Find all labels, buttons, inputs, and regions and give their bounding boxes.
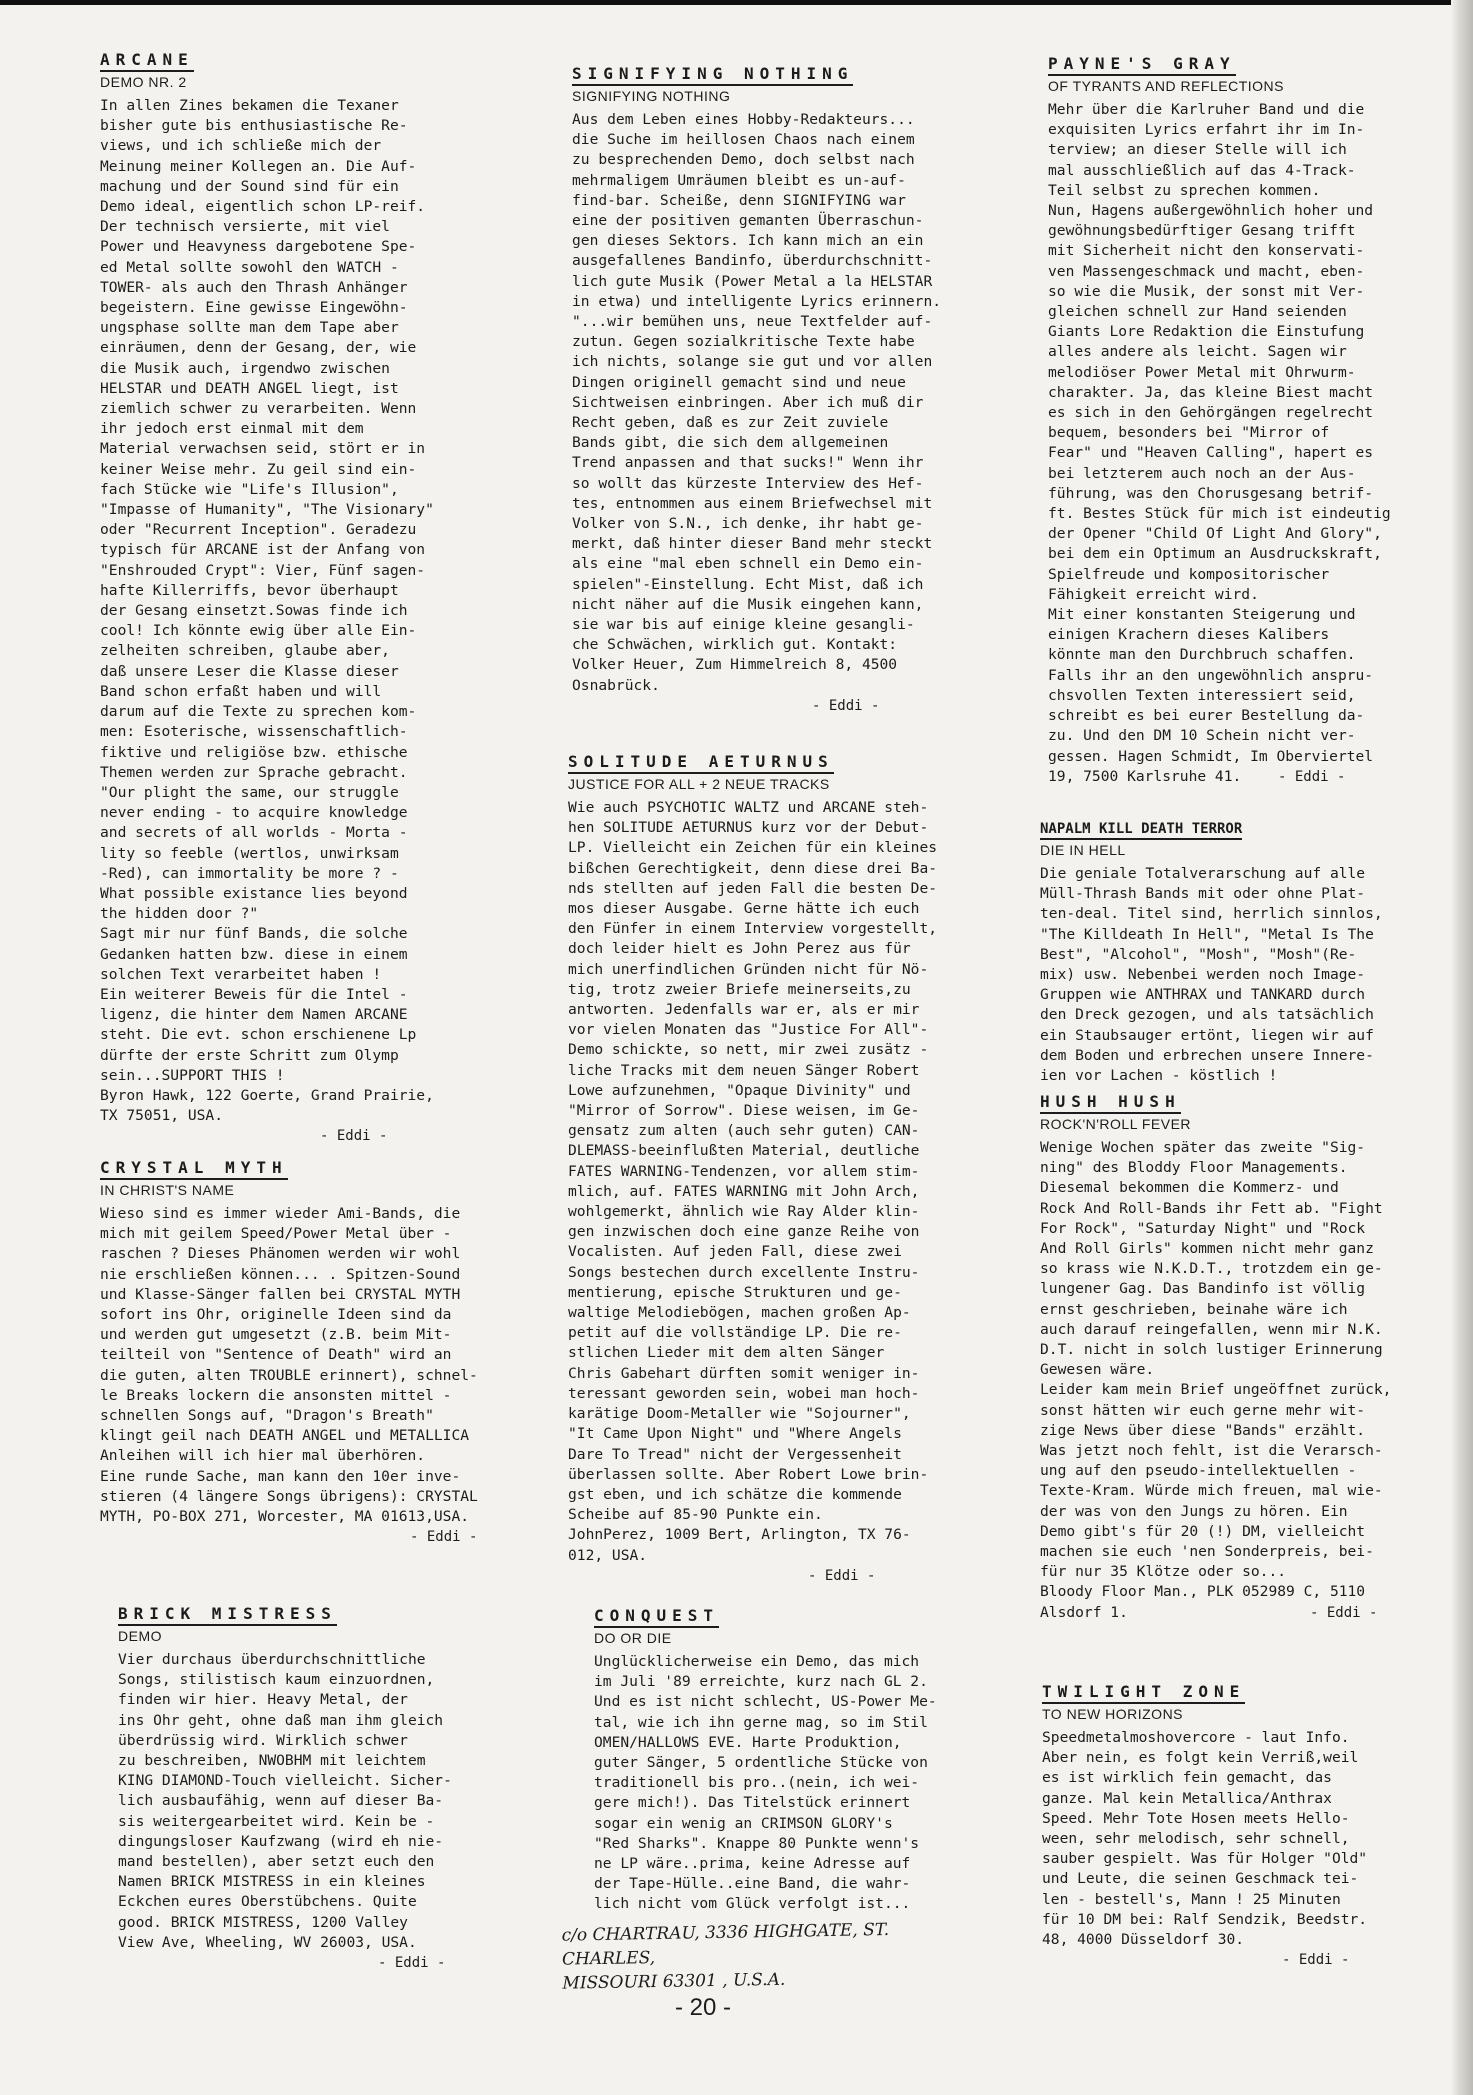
article-title: SIGNIFYING NOTHING — [572, 64, 853, 86]
article-title: NAPALM KILL DEATH TERROR — [1040, 821, 1242, 840]
article-body: Aus dem Leben eines Hobby-Redakteurs... die Suche im heillosen Chaos nach einem zu besprechenden Demo, doch selbst nach mehrmaligem Umräumen bleibt es un-auf- find-bar. Scheiße, denn SIGNIFYING war eine der positiven gemanten Überraschun- gen dieses Sektors. Ich kann mich an ein ausgefallenes Bandinfo, überdurchschnitt- lich gute Musik (Power Metal a la HELSTAR in etwa) und intelligente Lyrics erinnern. "...wir bemühen uns, neue Textfelder auf- zutun. Gegen sozialkritische Texte habe ich nichts, solange sie gut und vor allen Dingen originell gemacht sind und neue Sichtweisen einbringen. Aber ich muß dir Recht geben, daß es zur Zeit zuviele Bands gibt, die sich dem allgemeinen Trend anpassen and that sucks!" Wenn ihr so wollt das kürzeste Interview des Hef- tes, entnommen aus einem Briefwechsel mit Volker von S.N., ich denke, ihr habt ge- merkt, daß hinter dieser Band mehr steckt als eine "mal eben schnell ein Demo ein- spielen"-Einstellung. Echt Mist, daß ich nicht näher auf die Musik eingehen kann, sie war bis auf einige kleine gesangli- che Schwächen, wirklich gut. Kontakt: Volker Heuer, Zum Himmelreich 8, 4500 Osnabrück. — [572, 111, 942, 694]
article-title: PAYNE'S GRAY — [1048, 54, 1236, 76]
article-subtitle: DIE IN HELL — [1040, 842, 1126, 858]
article-title: SOLITUDE AETURNUS — [568, 752, 834, 774]
top-rule — [0, 0, 1473, 5]
article-hush-hush — [1040, 1092, 1420, 1623]
article-signature: - Eddi - — [812, 697, 880, 714]
article-title: BRICK MISTRESS — [118, 1604, 337, 1626]
article-signature: - Eddi - — [378, 1955, 446, 1972]
article-subtitle: JUSTICE FOR ALL + 2 NEUE TRACKS — [568, 776, 830, 792]
article-body: Wie auch PSYCHOTIC WALTZ und ARCANE steh- hen SOLITUDE AETURNUS kurz vor der Debut- LP. Vielleicht ein Zeichen für ein kleines bißchen Gerechtigkeit, denn diese drei Ba- nds stellten auf jeden Fall die besten De- mos dieser Ausgabe. Gerne hätte ich euch den Fünfer in einem Interview vorgestellt, doch leider hielt es John Perez aus für mich unerfindlichen Gründen nicht für Nö- tig, trotz zweier Briefe meinerseits,zu antworten. Jedenfalls war er, als er mir vor vielen Monaten das "Justice For All"- Demo schickte, so nett, mir zwei zusätz - liche Tracks mit dem neuen Sänger Robert Lowe aufzunehmen, "Opaque Divinity" und "Mirror of Sorrow". Diese weisen, im Ge- gensatz zum alten (auch sehr guten) CAN- DLEMASS-beeinflußten Material, deutliche FATES WARNING-Tendenzen, vor allem stim- mlich, auf. FATES WARNING mit John Arch, wohlgemerkt, ähnlich wie Ray Alder klin- gen inzwischen doch eine ganze Reihe von Vocalisten. Auf jeden Fall, diese zwei Songs bestechen durch excellente Instru- mentierung, epische Strukturen und ge- waltige Melodiebögen, machen großen Ap- petit auf die vollständige LP. Die re- stlichen Lieder mit dem alten Sänger Chris Gabehart dürften somit weniger in- teressant geworden sein, wobei man hoch- karätige Doom-Metaller wie "Sojourner", "It Came Upon Night" und "Where Angels Dare To Tread" nicht der Vergessenheit überlassen sollte. Aber Robert Lowe brin- gst eben, und ich schätze die kommende Scheibe auf 85-90 Punkte ein. JohnPerez, 1009 Bert, Arlington, TX 76- 012, USA. — [568, 799, 938, 1564]
article-signature: - Eddi - — [808, 1567, 876, 1584]
article-title: HUSH HUSH — [1040, 1092, 1181, 1114]
article-signature: - Eddi - — [410, 1529, 478, 1546]
article-title: CONQUEST — [594, 1606, 719, 1628]
article-signifying-nothing — [572, 64, 972, 716]
article-paynes-gray — [1048, 54, 1428, 787]
article-signature: - Eddi - — [1278, 768, 1346, 785]
article-body: In allen Zines bekamen die Texaner bisher gute bis enthusiastische Re- views, und ich schließe mich der Meinung meiner Kollegen an. Die Auf- machung und der Sound sind für ein Demo ideal, eigentlich schon LP-reif. Der technisch versierte, mit viel Power und Heavyness dargebotene Spe- ed Metal sollte sowohl den WATCH - TOWER- als auch den Thrash Anhänger begeistern. Eine gewisse Eingewöhn- ungsphase sollte man dem Tape aber einräumen, denn der Gesang, der, wie die Musik auch, irgendwo zwischen HELSTAR und DEATH ANGEL liegt, ist ziemlich schwer zu verarbeiten. Wenn ihr jedoch erst einmal mit dem Material verwachsen seid, stört er in keiner Weise mehr. Zu geil sind ein- fach Stücke wie "Life's Illusion", "Impasse of Humanity", "The Visionary" oder "Recurrent Inception". Geradezu typisch für ARCANE ist der Anfang von "Enshrouded Crypt": Vier, Fünf sagen- hafte Killerriffs, bevor überhaupt der Gesang einsetzt.Sowas finde ich cool! Ich könnte ewig über alle Ein- zelheiten schreiben, glaube aber, daß unsere Leser die Klasse dieser Band schon erfaßt haben und will darum auf die Texte zu sprechen kom- men: Esoterische, wissenschaftlich- fiktive und religiöse bzw. ethische Themen werden zur Sprache gebracht. "Our plight the same, our struggle never ending - to acquire knowledge and secrets of all worlds - Morta - lity so feeble (wertlos, unwirksam -Red), can immortality be more ? - What possible existance lies beyond the hidden door ?" Sagt mir nur fünf Bands, die solche Gedanken hatten bzw. diese in einem solchen Text verarbeitet haben ! Ein weiterer Beweis für die Intel - ligenz, die hinter dem Namen ARCANE steht. Die evt. schon erschienene Lp dürfte der erste Schritt zum Olymp sein...SUPPORT THIS ! Byron Hawk, 122 Goerte, Grand Prairie, TX 75051, USA. — [100, 97, 434, 1125]
article-napalm-kill-death-terror — [1040, 818, 1420, 1086]
article-subtitle: TO NEW HORIZONS — [1042, 1706, 1184, 1722]
article-body: Die geniale Totalverarschung auf alle Müll-Thrash Bands mit oder ohne Plat- ten-deal. Titel sind, herrlich sinnlos, "The Killdeath In Hell", "Metal Is The Best", "Alcohol", "Mosh", "Mosh"(Re- mix) usw. Nebenbei werden noch Image- Gruppen wie ANTHRAX und TANKARD durch den Dreck gezogen, und als tatsächlich ein Staubsauger ertönt, liegen wir auf dem Boden und erbrechen unsere Innere- ien vor Lachen - köstlich ! — [1040, 865, 1383, 1085]
article-twilight-zone — [1042, 1682, 1422, 1970]
handwritten-address: c/o CHARTRAU, 3336 HIGHGATE, ST. CHARLES, MISSOURI 63301 , U.S.A. — [561, 1919, 890, 1994]
article-subtitle: OF TYRANTS AND REFLECTIONS — [1048, 78, 1284, 94]
article-subtitle: SIGNIFYING NOTHING — [572, 88, 731, 104]
article-solitude-aeturnus — [568, 752, 968, 1586]
article-arcane — [100, 50, 500, 1146]
article-subtitle: DEMO — [118, 1628, 162, 1644]
article-signature: - Eddi - — [1310, 1604, 1378, 1621]
article-signature: - Eddi - — [1282, 1952, 1350, 1969]
article-subtitle: IN CHRIST'S NAME — [100, 1182, 235, 1198]
article-body: Wieso sind es immer wieder Ami-Bands, die mich mit geilem Speed/Power Metal über - raschen ? Dieses Phänomen werden wir wohl nie erschließen können... . Spitzen-Sound und Klasse-Sänger fallen bei CRYSTAL MYTH sofort ins Ohr, originelle Ideen sind da und werden gut umgesetzt (z.B. beim Mit- teilteil von "Sentence of Death" wird an die guten, alten TROUBLE erinnert), schnel- le Breaks lockern die ansonsten mittel - schnellen Songs auf, "Dragon's Breath" klingt geil nach DEATH ANGEL und METALLICA Anleihen will ich hier mal überhören. Eine runde Sache, man kann den 10er inve- stieren (4 längere Songs übrigens): CRYSTAL MYTH, PO-BOX 271, Worcester, MA 01613,USA. — [100, 1205, 478, 1526]
article-subtitle: DEMO NR. 2 — [100, 74, 187, 90]
article-body: Mehr über die Karlruher Band und die exquisiten Lyrics erfahrt ihr im In- terview; an dieser Stelle will ich mal ausschließlich auf das 4-Track- Teil selbst zu sprechen kommen. Nun, Hagens außergewöhnlich hoher und gewöhnungsbedürftiger Gesang trifft mit Sicherheit nicht den konservati- ven Massengeschmack und macht, eben- so wie die Musik, der sonst mit Ver- gleichen schnell zur Hand seienden Giants Lore Redaktion die Einstufung alles andere als leicht. Sagen wir melodiöser Power Metal mit Ohrwurm- charakter. Ja, das kleine Biest macht es sich in den Gehörgängen regelrecht bequem, besonders bei "Mirror of Fear" und "Heaven Calling", hapert es bei letzterem auch noch an der Aus- führung, was den Chorusgesang betrif- ft. Bestes Stück für mich ist eindeutig der Opener "Child Of Light And Glory", bei dem ein Optimum an Ausdruckskraft, Spielfreude und kompositorischer Fähigkeit erreicht wird. Mit einer konstanten Steigerung und einigen Krachern dieses Kalibers könnte man den Durchbruch schaffen. Falls ihr an den ungewöhnlich anspru- chsvollen Texten interessiert seid, schreibt es bei eurer Bestellung da- zu. Und den DM 10 Schein nicht ver- gessen. Hagen Schmidt, Im Oberviertel 19, 7500 Karlsruhe 41. — [1048, 101, 1391, 785]
page-edge-shadow — [1451, 0, 1473, 2095]
article-signature: - Eddi - — [320, 1128, 388, 1145]
article-body: Unglücklicherweise ein Demo, das mich im Juli '89 erreichte, kurz nach GL 2. Und es ist nicht schlecht, US-Power Me- tal, wie ich ihn gerne mag, so im Stil OMEN/HALLOWS EVE. Harte Produktion, guter Sänger, 5 ordentliche Stücke von traditionell bis pro..(nein, ich wei- gere mich!). Das Titelstück erinnert sogar ein wenig an CRIMSON GLORY's "Red Sharks". Knappe 80 Punkte wenn's ne LP wäre..prima, keine Adresse auf der Tape-Hülle..eine Band, die wahr- lich nicht vom Glück verfolgt ist... — [594, 1653, 937, 1913]
article-subtitle: DO OR DIE — [594, 1630, 672, 1646]
article-body: Vier durchaus überdurchschnittliche Songs, stilistisch kaum einzuordnen, finden wir hier. Heavy Metal, der ins Ohr geht, ohne daß man ihm gleich überdrüssig wird. Wirklich schwer zu beschreiben, NWOBHM mit leichtem KING DIAMOND-Touch vielleicht. Sicher- lich ausbaufähig, wenn auf dieser Ba- sis weitergearbeitet wird. Kein be - dingungsloser Kaufzwang (wird eh nie- mand bestellen), aber setzt euch den Namen BRICK MISTRESS in ein kleines Eckchen eures Oberstübchens. Quite good. BRICK MISTRESS, 1200 Valley View Ave, Wheeling, WV 26003, USA. — [118, 1651, 452, 1951]
article-crystal-myth — [100, 1158, 520, 1547]
article-brick-mistress — [118, 1604, 518, 1973]
article-body: Wenige Wochen später das zweite "Sig- ning" des Bloddy Floor Managements. Diesemal bekommen die Kommerz- und Rock And Roll-Bands ihr Fett ab. "Fight For Rock", "Saturday Night" und "Rock And Roll Girls" kommen nicht mehr ganz so krass wie N.K.D.T., trotzdem ein ge- lungener Gag. Das Bandinfo ist völlig ernst geschrieben, beinahe wäre ich auch darauf reingefallen, wenn mir N.K. D.T. nicht in solch lustiger Erinnerung Gewesen wäre. Leider kam mein Brief ungeöffnet zurück, sonst hätten wir euch gerne mehr wit- zige News über diese "Bands" erzählt. Was jetzt noch fehlt, ist die Verarsch- ung auf den pseudo-intellektuellen - Texte-Kram. Würde mich freuen, mal wie- der was von den Jungs zu hören. Ein Demo gibt's für 20 (!) DM, vielleicht machen sie euch 'nen Sonderpreis, bei- für nur 35 Klötze oder so... Bloody Floor Man., PLK 052989 C, 5110 Alsdorf 1. — [1040, 1139, 1392, 1621]
article-title: ARCANE — [100, 50, 194, 72]
article-conquest — [594, 1606, 994, 1915]
article-title: CRYSTAL MYTH — [100, 1158, 288, 1180]
page-number: - 20 - — [675, 1994, 732, 2021]
article-subtitle: ROCK'N'ROLL FEVER — [1040, 1116, 1192, 1132]
article-body: Speedmetalmoshovercore - laut Info. Aber nein, es folgt kein Verriß,weil es ist wirklich fein gemacht, das ganze. Mal kein Metallica/Anthrax Speed. Mehr Tote Hosen meets Hello- ween, sehr melodisch, sehr schnell, sauber gespielt. Was für Holger "Old" und Leute, die seinen Geschmack tei- len - bestell's, Mann ! 25 Minuten für 10 DM bei: Ralf Sendzik, Beedstr. 48, 4000 Düsseldorf 30. — [1042, 1729, 1368, 1949]
article-title: TWILIGHT ZONE — [1042, 1682, 1245, 1704]
